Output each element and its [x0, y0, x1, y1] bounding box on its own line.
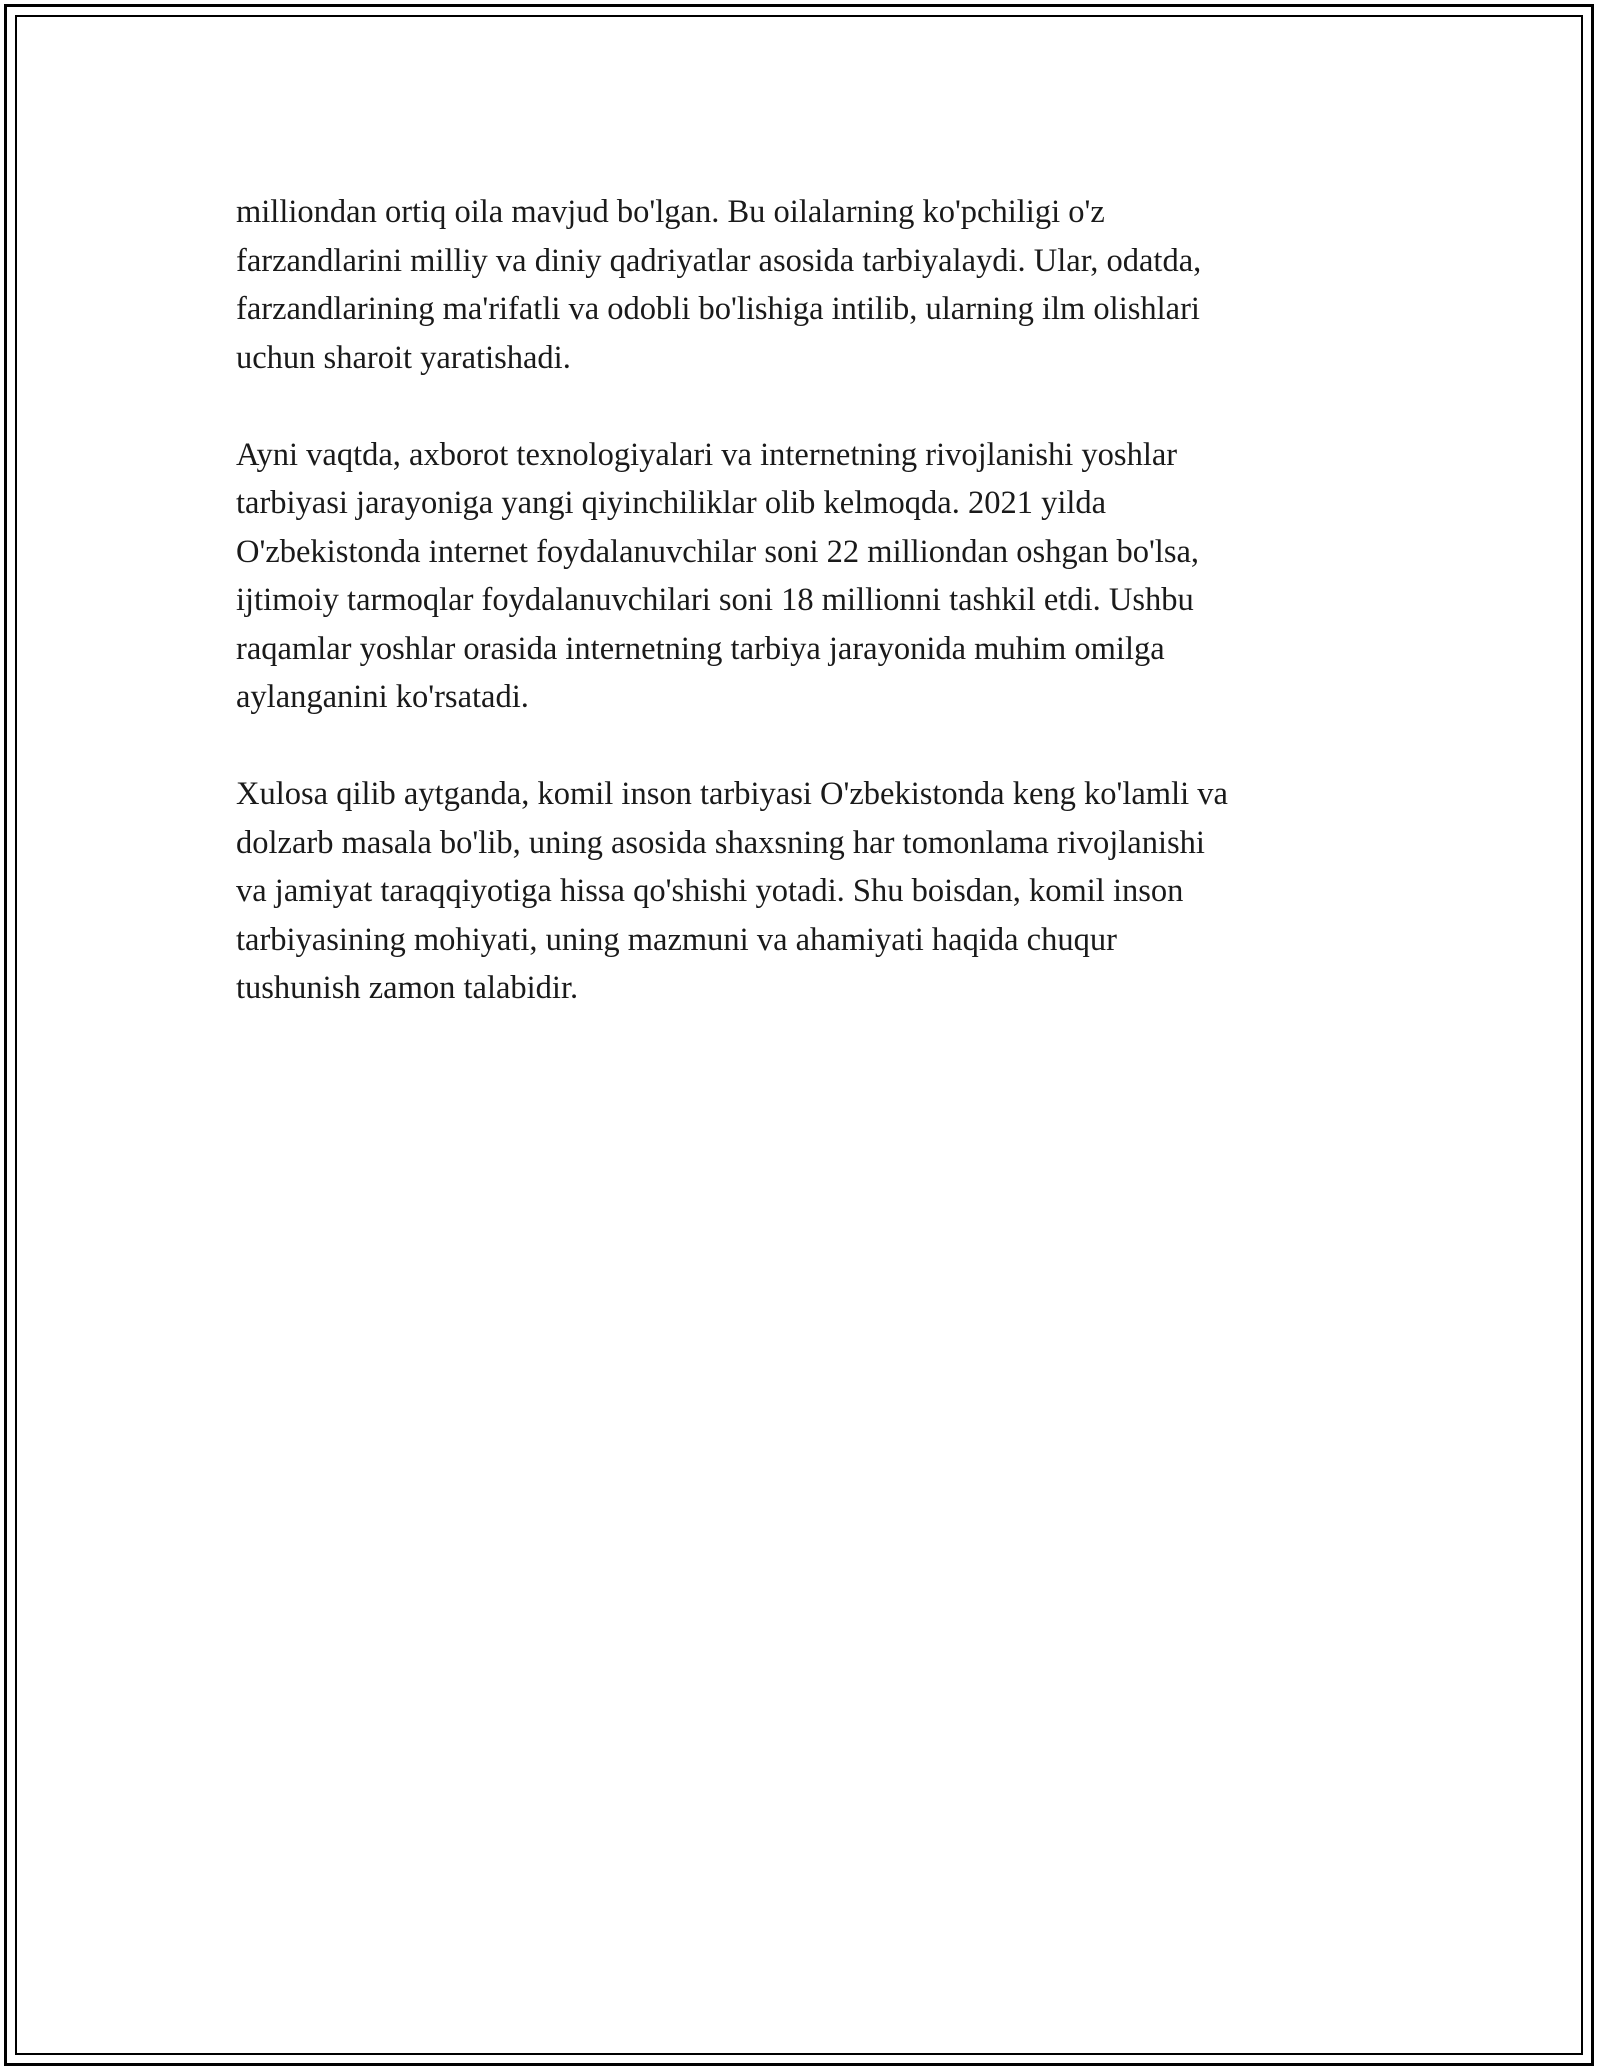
text-line: va jamiyat taraqqiyotiga hissa qo'shishi yotadi. Shu boisdan, komil inson	[236, 873, 1184, 909]
text-line: Ayni vaqtda, axborot texnologiyalari va internetning rivojlanishi yoshlar	[236, 436, 1178, 473]
text-line: dolzarb masala bo'lib, uning asosida shaxsning har tomonlama rivojlanishi	[236, 824, 1205, 861]
text-line: milliondan ortiq oila mavjud bo'lgan. Bu oilalarning ko'pchiligi o'z	[236, 194, 1105, 230]
paragraph-2	[236, 431, 1376, 722]
text-line: tushunish zamon talabidir.	[236, 970, 579, 1006]
text-line: tarbiyasi jarayoniga yangi qiyinchiliklar olib kelmoqda. 2021 yilda	[236, 485, 1107, 521]
text-line: farzandlarini milliy va diniy qadriyatlar asosida tarbiyalaydi. Ular, odatda,	[236, 242, 1202, 279]
text-line: raqamlar yoshlar orasida internetning tarbiya jarayonida muhim omilga	[236, 630, 1165, 667]
text-line: aylanganini ko'rsatadi.	[236, 679, 529, 715]
text-line: tarbiyasining mohiyati, uning mazmuni va ahamiyati haqida chuqur	[236, 921, 1117, 958]
document-body	[236, 188, 1376, 1061]
text-line: Xulosa qilib aytganda, komil inson tarbiyasi O'zbekistonda keng ko'lamli va	[236, 776, 1228, 812]
text-line: uchun sharoit yaratishadi.	[236, 339, 571, 376]
paragraph-1	[236, 188, 1376, 382]
paragraph-3	[236, 770, 1376, 1013]
text-line: ijtimoiy tarmoqlar foydalanuvchilari soni 18 millionni tashkil etdi. Ushbu	[236, 582, 1194, 618]
text-line: O'zbekistonda internet foydalanuvchilar soni 22 milliondan oshgan bo'lsa,	[236, 533, 1200, 570]
text-line: farzandlarining ma'rifatli va odobli bo'lishiga intilib, ularning ilm olishlari	[236, 291, 1200, 327]
